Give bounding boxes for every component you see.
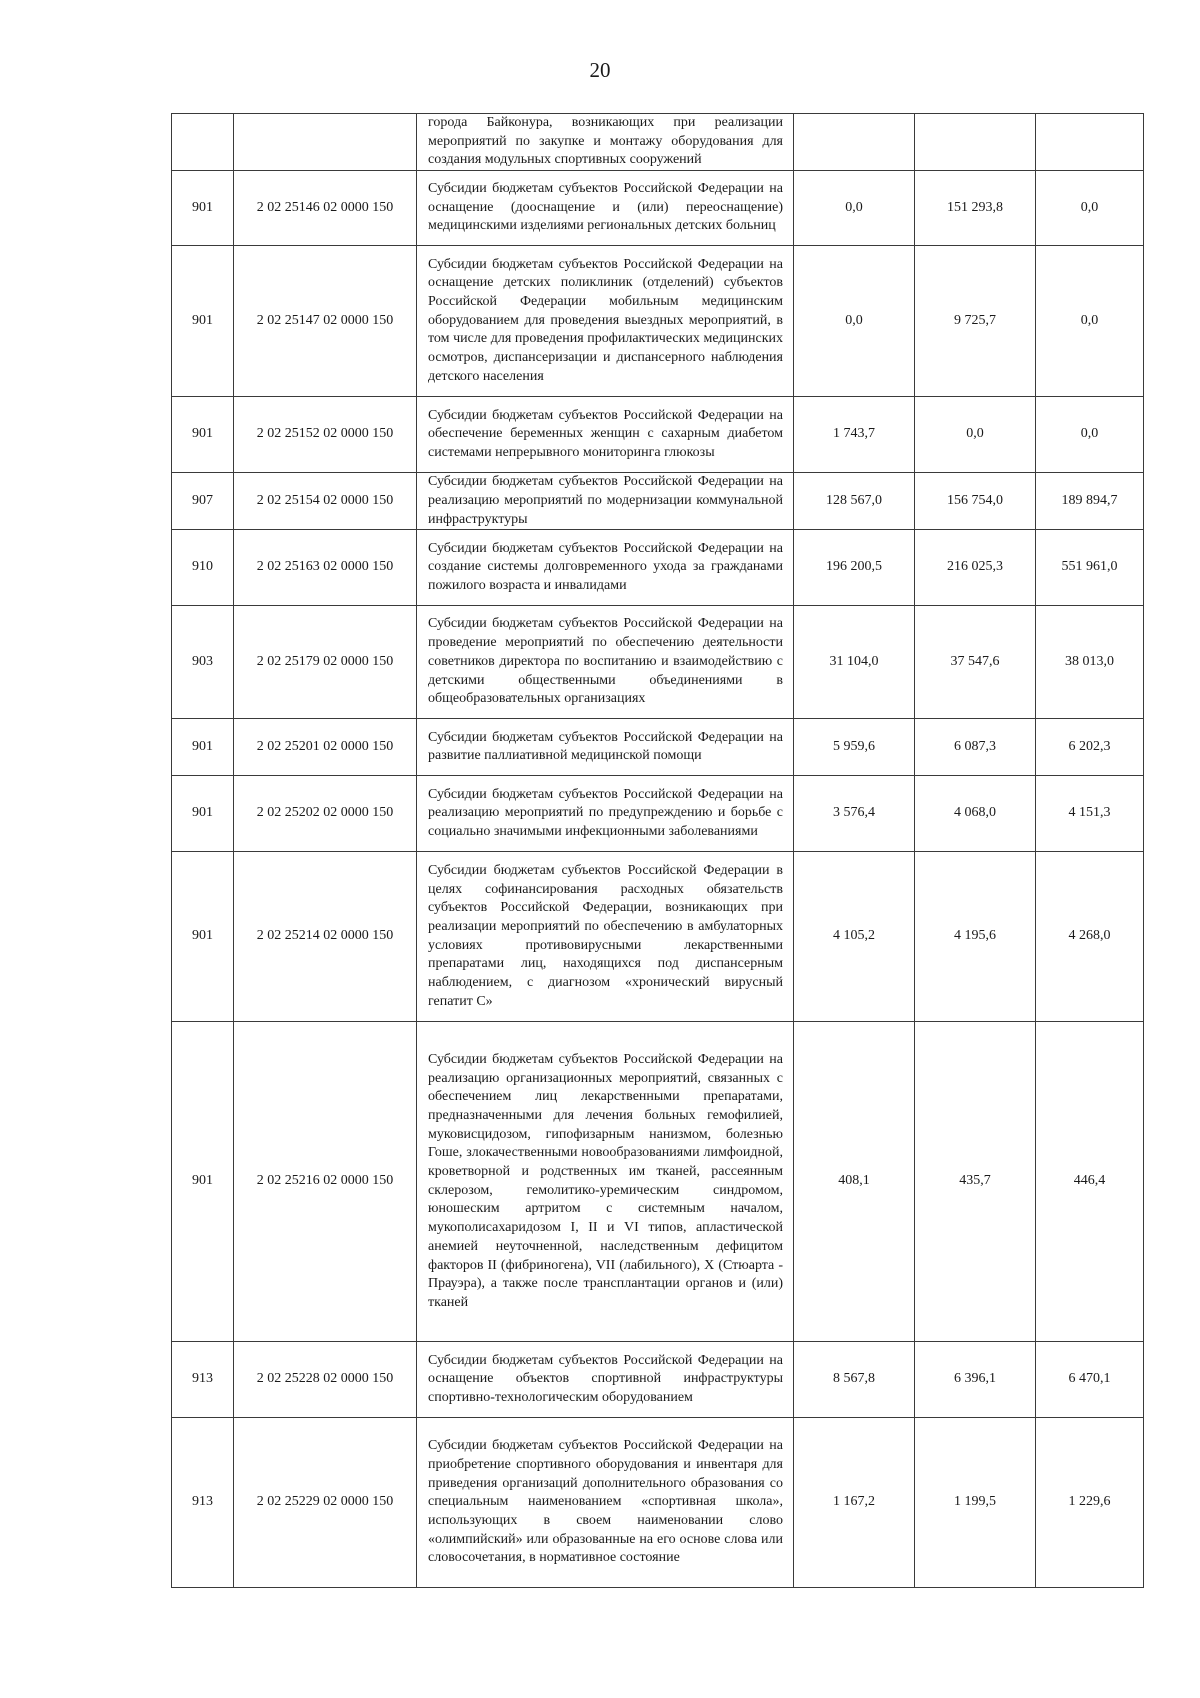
admin-code-cell: 901: [172, 1022, 234, 1342]
table-row: [172, 776, 1144, 852]
amount-year1-cell: [794, 114, 915, 171]
admin-code-cell: 913: [172, 1418, 234, 1588]
amount-year3-cell: 0,0: [1036, 397, 1144, 473]
description-cell: Субсидии бюджетам субъектов Российской Федерации на реализацию организационных мероприятий, связанных с обеспечением лиц лекарственными препаратами, предназначенными для лечения больных гемофилией, муковисцидозом, гипофизарным нанизмом, болезнью Гоше, злокачественными новообразованиями лимфоидной, кроветворной и родственных им тканей, рассеянным склерозом, гемолитико-уремическим синдромом, юношеским артритом с системным началом, мукополисахаридозом I, II и VI типов, апластической анемией неуточненной, наследственным дефицитом факторов II (фибриногена), VII (лабильного), X (Стюарта - Прауэра), а также после трансплантации органов и (или) тканей: [417, 1022, 794, 1342]
revenue-code-cell: 2 02 25154 02 0000 150: [234, 473, 417, 530]
amount-year2-cell: 1 199,5: [915, 1418, 1036, 1588]
amount-year3-cell: 0,0: [1036, 246, 1144, 397]
description-cell: Субсидии бюджетам субъектов Российской Федерации на приобретение спортивного оборудования и инвентаря для приведения организаций дополнительного образования со специальным наименованием «спортивная школа», использующих в своем наименовании слово «олимпийский» или образованные на его основе слова или словосочетания, в нормативное состояние: [417, 1418, 794, 1588]
amount-year3-cell: 6 202,3: [1036, 719, 1144, 776]
description-cell: Субсидии бюджетам субъектов Российской Федерации на проведение мероприятий по обеспечению деятельности советников директора по воспитанию и взаимодействию с детскими общественными объединениями в общеобразовательных организациях: [417, 606, 794, 719]
table-row: [172, 852, 1144, 1022]
amount-year2-cell: 156 754,0: [915, 473, 1036, 530]
description-cell: Субсидии бюджетам субъектов Российской Федерации на оснащение объектов спортивной инфраструктуры спортивно-технологическим оборудованием: [417, 1342, 794, 1418]
admin-code-cell: 901: [172, 246, 234, 397]
table-row: [172, 530, 1144, 606]
amount-year3-cell: 4 268,0: [1036, 852, 1144, 1022]
amount-year1-cell: 31 104,0: [794, 606, 915, 719]
amount-year1-cell: 1 743,7: [794, 397, 915, 473]
revenue-code-cell: 2 02 25229 02 0000 150: [234, 1418, 417, 1588]
amount-year3-cell: 4 151,3: [1036, 776, 1144, 852]
amount-year3-cell: 551 961,0: [1036, 530, 1144, 606]
admin-code-cell: 901: [172, 719, 234, 776]
revenue-code-cell: 2 02 25163 02 0000 150: [234, 530, 417, 606]
amount-year2-cell: 37 547,6: [915, 606, 1036, 719]
description-cell: Субсидии бюджетам субъектов Российской Федерации на развитие паллиативной медицинской помощи: [417, 719, 794, 776]
revenue-code-cell: 2 02 25228 02 0000 150: [234, 1342, 417, 1418]
revenue-code-cell: [234, 114, 417, 171]
table-row: [172, 397, 1144, 473]
description-cell: Субсидии бюджетам субъектов Российской Федерации на оснащение (дооснащение и (или) переоснащение) медицинскими изделиями региональных детских больниц: [417, 171, 794, 246]
table-row: [172, 171, 1144, 246]
amount-year3-cell: [1036, 114, 1144, 171]
admin-code-cell: [172, 114, 234, 171]
table-row: [172, 719, 1144, 776]
admin-code-cell: 910: [172, 530, 234, 606]
description-cell: Субсидии бюджетам субъектов Российской Федерации на обеспечение беременных женщин с сахарным диабетом системами непрерывного мониторинга глюкозы: [417, 397, 794, 473]
amount-year1-cell: 408,1: [794, 1022, 915, 1342]
amount-year1-cell: 4 105,2: [794, 852, 915, 1022]
table-row: [172, 1418, 1144, 1588]
amount-year3-cell: 446,4: [1036, 1022, 1144, 1342]
amount-year3-cell: 38 013,0: [1036, 606, 1144, 719]
amount-year1-cell: 0,0: [794, 171, 915, 246]
amount-year2-cell: 4 195,6: [915, 852, 1036, 1022]
amount-year3-cell: 189 894,7: [1036, 473, 1144, 530]
admin-code-cell: 901: [172, 171, 234, 246]
table-row: [172, 606, 1144, 719]
description-cell: Субсидии бюджетам субъектов Российской Федерации в целях софинансирования расходных обязательств субъектов Российской Федерации, возникающих при реализации мероприятий по обеспечению в амбулаторных условиях противовирусными лекарственными препаратами лиц, находящихся под диспансерным наблюдением, с диагнозом «хронический вирусный гепатит С»: [417, 852, 794, 1022]
table-row: [172, 473, 1144, 530]
table-row: [172, 1342, 1144, 1418]
amount-year2-cell: [915, 114, 1036, 171]
revenue-code-cell: 2 02 25202 02 0000 150: [234, 776, 417, 852]
table-row: [172, 246, 1144, 397]
admin-code-cell: 907: [172, 473, 234, 530]
table-row: [172, 1022, 1144, 1342]
revenue-code-cell: 2 02 25216 02 0000 150: [234, 1022, 417, 1342]
amount-year1-cell: 196 200,5: [794, 530, 915, 606]
amount-year3-cell: 0,0: [1036, 171, 1144, 246]
amount-year1-cell: 1 167,2: [794, 1418, 915, 1588]
amount-year2-cell: 435,7: [915, 1022, 1036, 1342]
revenue-table: [171, 113, 1144, 1588]
amount-year2-cell: 9 725,7: [915, 246, 1036, 397]
amount-year1-cell: 5 959,6: [794, 719, 915, 776]
table-row: [172, 114, 1144, 171]
revenue-code-cell: 2 02 25201 02 0000 150: [234, 719, 417, 776]
revenue-code-cell: 2 02 25179 02 0000 150: [234, 606, 417, 719]
admin-code-cell: 901: [172, 776, 234, 852]
description-cell: города Байконура, возникающих при реализации мероприятий по закупке и монтажу оборудования для создания модульных спортивных сооружений: [417, 114, 794, 171]
page-number: 20: [589, 58, 611, 82]
description-cell: Субсидии бюджетам субъектов Российской Федерации на оснащение детских поликлиник (отделений) субъектов Российской Федерации мобильным медицинским оборудованием для проведения выездных мероприятий, в том числе для проведения профилактических медицинских осмотров, диспансеризации и диспансерного наблюдения детского населения: [417, 246, 794, 397]
amount-year1-cell: 3 576,4: [794, 776, 915, 852]
amount-year3-cell: 1 229,6: [1036, 1418, 1144, 1588]
revenue-code-cell: 2 02 25214 02 0000 150: [234, 852, 417, 1022]
admin-code-cell: 901: [172, 397, 234, 473]
revenue-code-cell: 2 02 25147 02 0000 150: [234, 246, 417, 397]
amount-year1-cell: 8 567,8: [794, 1342, 915, 1418]
description-cell: Субсидии бюджетам субъектов Российской Федерации на реализацию мероприятий по модернизации коммунальной инфраструктуры: [417, 473, 794, 530]
amount-year2-cell: 4 068,0: [915, 776, 1036, 852]
description-cell: Субсидии бюджетам субъектов Российской Федерации на реализацию мероприятий по предупреждению и борьбе с социально значимыми инфекционными заболеваниями: [417, 776, 794, 852]
amount-year2-cell: 216 025,3: [915, 530, 1036, 606]
amount-year2-cell: 0,0: [915, 397, 1036, 473]
admin-code-cell: 901: [172, 852, 234, 1022]
revenue-code-cell: 2 02 25152 02 0000 150: [234, 397, 417, 473]
revenue-code-cell: 2 02 25146 02 0000 150: [234, 171, 417, 246]
admin-code-cell: 913: [172, 1342, 234, 1418]
admin-code-cell: 903: [172, 606, 234, 719]
amount-year2-cell: 6 396,1: [915, 1342, 1036, 1418]
description-cell: Субсидии бюджетам субъектов Российской Федерации на создание системы долговременного ухода за гражданами пожилого возраста и инвалидами: [417, 530, 794, 606]
amount-year2-cell: 6 087,3: [915, 719, 1036, 776]
amount-year1-cell: 0,0: [794, 246, 915, 397]
amount-year3-cell: 6 470,1: [1036, 1342, 1144, 1418]
amount-year1-cell: 128 567,0: [794, 473, 915, 530]
amount-year2-cell: 151 293,8: [915, 171, 1036, 246]
